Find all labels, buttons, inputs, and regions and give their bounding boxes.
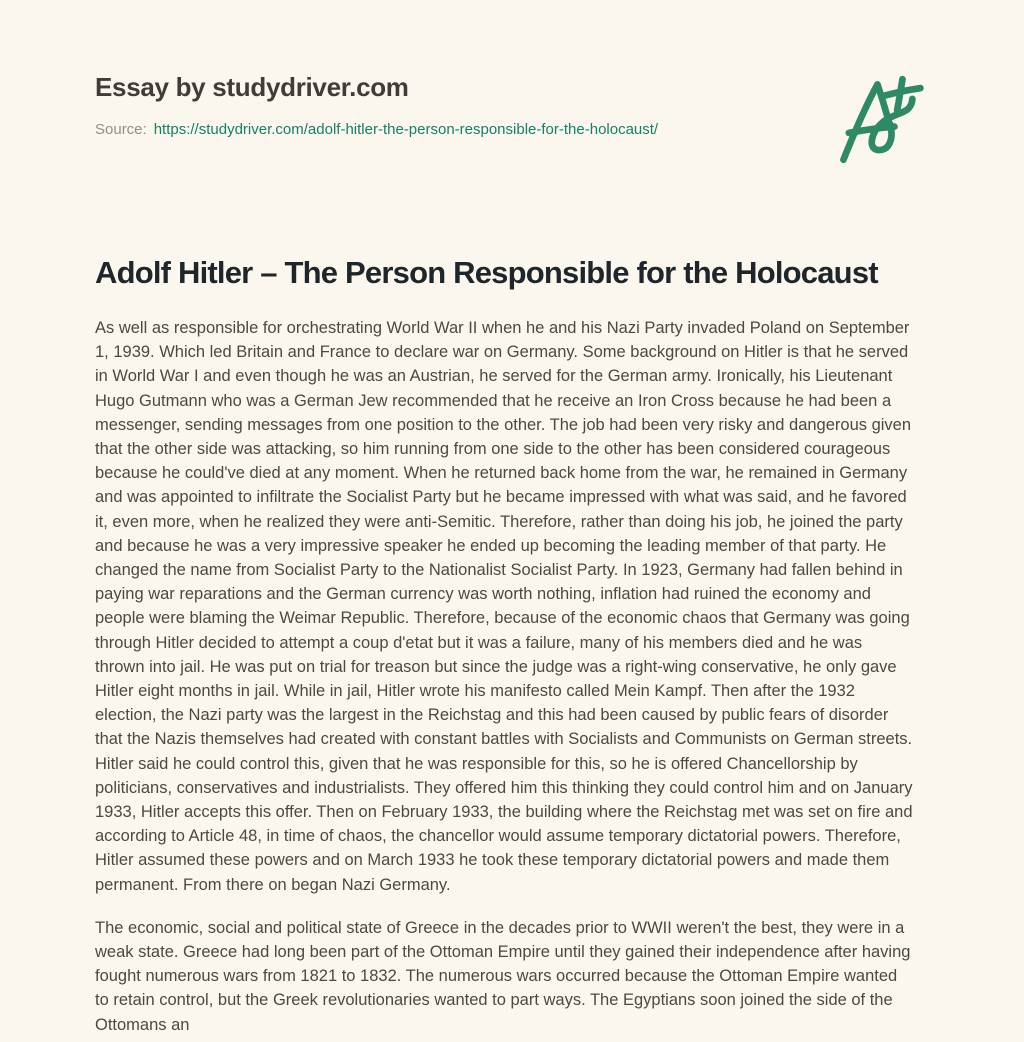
essay-paragraph (95, 916, 929, 1037)
essay-line: Hitler assumed these powers and on March 1933 he took these temporary dictatorial powers and made them (95, 851, 890, 870)
essay-body (95, 316, 929, 1037)
essay-title: Adolf Hitler – The Person Responsible for the Holocaust (95, 255, 878, 290)
essay-line: thrown into jail. He was put on trial for treason but since the judge was a right-wing conservative, he only gave (95, 657, 897, 676)
essay-line: Hitler said he could control this, given that he was responsible for this, so he is offered Chancellorship by (95, 754, 858, 773)
essay-line: 1933, Hitler accepts this offer. Then on February 1933, the building where the Reichstag met was set on fire and (95, 803, 913, 822)
essay-line: through Hitler decided to attempt a coup d'etat but it was a failure, many of his members died and he was (95, 633, 863, 652)
header-left (95, 74, 658, 140)
source-line (95, 120, 658, 140)
essay-line: it, even more, when he realized they were anti-Semitic. Therefore, rather than doing his job, he joined the party (95, 512, 903, 531)
essay-line: in World War I and even though he was an Austrian, he served for the German army. Ironically, his Lieutenant (95, 367, 893, 386)
essay-line: and because he was a very impressive speaker he ended up becoming the leading member of that party. He (95, 536, 887, 555)
essay-line: because he could've died at any moment. When he returned back home from the war, he remained in Germany (95, 464, 908, 483)
essay-line: 1, 1939. Which led Britain and France to declare war on Germany. Some background on Hitler is that he served (95, 343, 909, 362)
essay-line: that the other side was attacking, so him running from one side to the other has been considered courageous (95, 440, 891, 459)
source-link[interactable]: https://studydriver.com/adolf-hitler-the-person-responsible-for-the-holocaust/ (153, 121, 659, 138)
essay-line: permanent. From there on began Nazi Germany. (95, 875, 451, 894)
essay-line: that the Nazis themselves had created with constant battles with Socialists and Communists on German streets. (95, 730, 913, 749)
essay-line: Hugo Gutmann who was a German Jew recommended that he receive an Iron Cross because he had been a (95, 391, 892, 410)
essay-line: politicians, conservatives and industrialists. They offered him this thinking they could control him and on January (95, 778, 913, 797)
essay-line: messenger, sending messages from one position to the other. The job had been very risky and dangerous given (95, 415, 912, 434)
essay-line: Ottomans an (95, 1015, 190, 1034)
essay-line: changed the name from Socialist Party to the Nationalist Socialist Party. In 1923, Germany had fallen behind in (95, 561, 903, 580)
essay-line: Hitler eight months in jail. While in jail, Hitler wrote his manifesto called Mein Kampf. Then after the 1932 (95, 682, 855, 701)
essay-line: As well as responsible for orchestrating World War II when he and his Nazi Party invaded Poland on September (95, 319, 910, 337)
essay-line: election, the Nazi party was the largest in the Reichstag and this had been caused by public fears of disorder (95, 706, 889, 725)
essay-line: The economic, social and political state of Greece in the decades prior to WWII weren't the best, they were in a (95, 918, 905, 937)
essay-line: and was appointed to infiltrate the Socialist Party but he became impressed with what was said, and he favored (95, 488, 907, 507)
a-plus-logo-icon (825, 72, 929, 166)
essay-line: people were blaming the Weimar Republic. Therefore, because of the economic chaos that Germany was going (95, 609, 910, 628)
essay-line: weak state. Greece had long been part of the Ottoman Empire until they gained their independence after having (95, 943, 911, 962)
header (95, 74, 929, 166)
essay-line: fought numerous wars from 1821 to 1832. The numerous wars occurred because the Ottoman Empire wanted (95, 967, 898, 986)
essay-paragraph (95, 316, 929, 897)
essay-by-heading: Essay by studydriver.com (95, 72, 409, 102)
essay-line: according to Article 48, in time of chaos, the chancellor would assume temporary dictatorial powers. Therefore, (95, 827, 901, 846)
essay-line: to retain control, but the Greek revolutionaries wanted to part ways. The Egyptians soon joined the side of the (95, 991, 893, 1010)
source-label: Source: (95, 121, 147, 138)
essay-line: paying war reparations and the German currency was worth nothing, inflation had ruined the economy and (95, 585, 871, 604)
